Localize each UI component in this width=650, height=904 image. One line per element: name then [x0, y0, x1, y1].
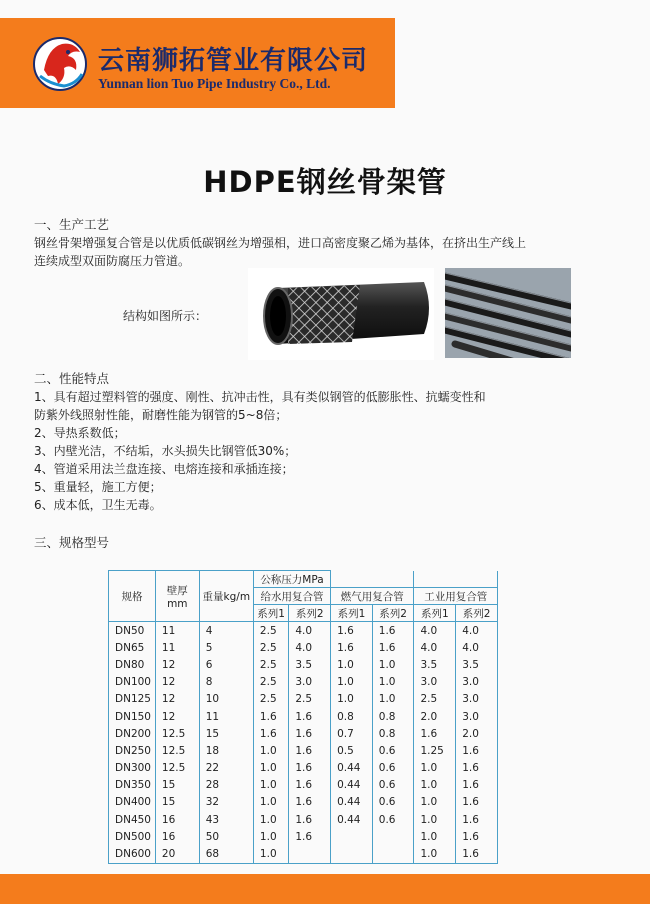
table-cell: 0.6: [372, 760, 414, 777]
series2-header: 系列2: [372, 605, 414, 622]
table-cell: 1.6: [289, 828, 331, 845]
table-row: [109, 674, 498, 691]
header-banner: [0, 18, 395, 108]
table-cell: 6: [199, 656, 253, 673]
feature-item: 2、导热系数低；: [34, 426, 126, 440]
table-cell: DN250: [109, 742, 156, 759]
table-cell: 1.25: [414, 742, 456, 759]
table-row: [109, 811, 498, 828]
table-cell: 0.6: [372, 811, 414, 828]
table-cell: 2.5: [289, 691, 331, 708]
table-cell: 1.6: [372, 639, 414, 656]
table-cell: 1.6: [456, 845, 498, 863]
table-cell: 1.6: [289, 811, 331, 828]
table-cell: 22: [199, 760, 253, 777]
group-industry-header: 工业用复合管: [414, 588, 498, 605]
table-cell: DN500: [109, 828, 156, 845]
table-cell: 1.6: [456, 760, 498, 777]
table-cell: 1.0: [372, 691, 414, 708]
group-gas-header: 燃气用复合管: [331, 588, 414, 605]
steel-wire-pipe-image: [248, 268, 434, 360]
table-cell: 1.0: [253, 845, 288, 863]
table-cell: 50: [199, 828, 253, 845]
table-cell: DN350: [109, 777, 156, 794]
table-cell: 1.0: [372, 656, 414, 673]
table-cell: 1.6: [456, 811, 498, 828]
table-header-row: [109, 571, 498, 588]
table-cell: 1.0: [253, 742, 288, 759]
table-row: [109, 777, 498, 794]
table-cell: 1.0: [414, 760, 456, 777]
feature-item: 4、管道采用法兰盘连接、电熔连接和承插连接；: [34, 462, 294, 476]
table-cell: 4: [199, 622, 253, 640]
table-cell: DN50: [109, 622, 156, 640]
table-cell: [331, 845, 373, 863]
table-row: [109, 639, 498, 656]
table-cell: 1.6: [331, 639, 373, 656]
table-cell: 1.0: [414, 828, 456, 845]
table-cell: 1.0: [331, 691, 373, 708]
table-cell: 4.0: [289, 639, 331, 656]
table-cell: 0.44: [331, 777, 373, 794]
table-cell: 1.6: [289, 725, 331, 742]
table-row: [109, 725, 498, 742]
table-cell: 4.0: [414, 622, 456, 640]
table-cell: 12.5: [155, 760, 199, 777]
table-cell: 43: [199, 811, 253, 828]
table-cell: 2.0: [414, 708, 456, 725]
table-cell: 1.0: [253, 760, 288, 777]
table-cell: DN125: [109, 691, 156, 708]
footer-band: [0, 874, 650, 904]
table-row: [109, 691, 498, 708]
section1-text: [34, 234, 614, 270]
section3-heading: 三、规格型号: [34, 535, 110, 550]
spec-table: [108, 570, 498, 864]
table-cell: 2.5: [253, 691, 288, 708]
table-cell: 2.5: [414, 691, 456, 708]
pipe-stack-image: [445, 268, 571, 358]
section1-heading: 一、生产工艺: [34, 217, 110, 232]
series1-header: 系列1: [253, 605, 288, 622]
table-cell: 0.6: [372, 742, 414, 759]
table-cell: DN80: [109, 656, 156, 673]
table-cell: 1.6: [414, 725, 456, 742]
table-cell: 2.5: [253, 622, 288, 640]
table-cell: 1.6: [456, 777, 498, 794]
table-cell: 1.6: [289, 794, 331, 811]
table-cell: 4.0: [289, 622, 331, 640]
table-cell: 0.7: [331, 725, 373, 742]
figure-caption: 结构如图所示：: [123, 309, 208, 323]
table-cell: 12.5: [155, 742, 199, 759]
table-cell: 2.5: [253, 674, 288, 691]
series2-header: 系列2: [289, 605, 331, 622]
table-cell: 1.6: [253, 725, 288, 742]
blank-header-cell: [331, 571, 414, 588]
table-cell: 3.0: [456, 674, 498, 691]
table-cell: DN150: [109, 708, 156, 725]
table-cell: [372, 828, 414, 845]
table-row: [109, 708, 498, 725]
table-row: [109, 828, 498, 845]
table-cell: 4.0: [456, 622, 498, 640]
table-cell: 1.6: [289, 742, 331, 759]
table-cell: 0.44: [331, 811, 373, 828]
table-cell: 1.6: [456, 794, 498, 811]
table-cell: 0.44: [331, 794, 373, 811]
table-cell: 0.6: [372, 794, 414, 811]
col-pressure-header: 公称压力MPa: [253, 571, 330, 588]
col-weight-header: 重量kg/m: [199, 571, 253, 622]
feature-item: 1、具有超过塑料管的强度、刚性、抗冲击性，具有类似钢管的低膨胀性、抗蠕变性和: [34, 390, 486, 404]
table-cell: 18: [199, 742, 253, 759]
table-cell: 0.8: [372, 708, 414, 725]
section2-heading: 二、性能特点: [34, 371, 110, 386]
blank-header-cell: [414, 571, 498, 588]
series2-header: 系列2: [456, 605, 498, 622]
table-cell: 1.6: [456, 828, 498, 845]
table-cell: 0.5: [331, 742, 373, 759]
table-cell: DN300: [109, 760, 156, 777]
section1-line: 连续成型双面防腐压力管道。: [34, 254, 191, 268]
table-cell: 1.0: [414, 794, 456, 811]
table-cell: 15: [155, 794, 199, 811]
table-cell: 16: [155, 828, 199, 845]
table-cell: [331, 828, 373, 845]
group-water-header: 给水用复合管: [253, 588, 330, 605]
table-cell: 3.0: [289, 674, 331, 691]
table-cell: [372, 845, 414, 863]
table-row: [109, 760, 498, 777]
table-cell: 11: [155, 622, 199, 640]
table-cell: 8: [199, 674, 253, 691]
table-row: [109, 622, 498, 640]
table-cell: 28: [199, 777, 253, 794]
table-cell: 1.0: [253, 794, 288, 811]
table-cell: 10: [199, 691, 253, 708]
table-cell: 1.0: [253, 828, 288, 845]
table-cell: 3.0: [456, 708, 498, 725]
table-cell: 0.44: [331, 760, 373, 777]
table-cell: 3.5: [289, 656, 331, 673]
table-cell: 1.0: [414, 811, 456, 828]
table-row: [109, 656, 498, 673]
table-cell: 3.5: [456, 656, 498, 673]
feature-item: 3、内壁光洁，不结垢，水头损失比钢管低30%；: [34, 444, 297, 458]
table-cell: 11: [155, 639, 199, 656]
table-cell: 12: [155, 691, 199, 708]
table-cell: 1.6: [253, 708, 288, 725]
section1-line: 钢丝骨架增强复合管是以优质低碳钢丝为增强相，进口高密度聚乙烯为基体，在挤出生产线上: [34, 236, 527, 250]
table-cell: 1.0: [414, 845, 456, 863]
lion-logo-icon: [30, 30, 90, 94]
table-cell: 3.5: [414, 656, 456, 673]
table-cell: DN200: [109, 725, 156, 742]
table-cell: 12: [155, 674, 199, 691]
table-cell: 1.6: [289, 777, 331, 794]
table-cell: DN400: [109, 794, 156, 811]
table-cell: 68: [199, 845, 253, 863]
table-cell: 2.0: [456, 725, 498, 742]
spec-table-body: [109, 622, 498, 864]
table-row: [109, 845, 498, 863]
table-cell: 0.8: [372, 725, 414, 742]
table-cell: 1.0: [253, 777, 288, 794]
table-cell: 4.0: [456, 639, 498, 656]
table-cell: 3.0: [456, 691, 498, 708]
table-cell: 15: [155, 777, 199, 794]
table-cell: 1.6: [456, 742, 498, 759]
table-cell: 1.6: [289, 708, 331, 725]
feature-item: 5、重量轻，施工方便；: [34, 480, 162, 494]
table-cell: DN100: [109, 674, 156, 691]
table-cell: DN600: [109, 845, 156, 863]
series1-header: 系列1: [414, 605, 456, 622]
series1-header: 系列1: [331, 605, 373, 622]
table-cell: [289, 845, 331, 863]
table-cell: 16: [155, 811, 199, 828]
table-cell: 11: [199, 708, 253, 725]
col-spec-header: 规格: [109, 571, 156, 622]
company-name-en: Yunnan lion Tuo Pipe Industry Co., Ltd.: [98, 76, 331, 91]
table-cell: 1.6: [289, 760, 331, 777]
section2-list: [34, 388, 614, 514]
table-cell: DN450: [109, 811, 156, 828]
col-wall-header: 壁厚mm: [155, 571, 199, 622]
table-cell: 5: [199, 639, 253, 656]
table-cell: 1.6: [372, 622, 414, 640]
table-cell: 0.8: [331, 708, 373, 725]
feature-item: 防紫外线照射性能，耐磨性能为钢管的5~8倍；: [34, 408, 288, 422]
table-cell: 3.0: [414, 674, 456, 691]
company-name-cn: 云南狮拓管业有限公司: [98, 46, 369, 76]
table-cell: 1.0: [414, 777, 456, 794]
feature-item: 6、成本低，卫生无毒。: [34, 498, 162, 512]
table-cell: 15: [199, 725, 253, 742]
table-cell: 2.5: [253, 656, 288, 673]
table-row: [109, 742, 498, 759]
table-cell: 12: [155, 708, 199, 725]
table-cell: 1.0: [331, 656, 373, 673]
table-cell: 32: [199, 794, 253, 811]
table-cell: 2.5: [253, 639, 288, 656]
table-cell: 1.6: [331, 622, 373, 640]
table-cell: 4.0: [414, 639, 456, 656]
table-cell: 20: [155, 845, 199, 863]
table-cell: 0.6: [372, 777, 414, 794]
table-cell: 12: [155, 656, 199, 673]
table-cell: 12.5: [155, 725, 199, 742]
table-cell: 1.0: [372, 674, 414, 691]
table-cell: 1.0: [253, 811, 288, 828]
table-cell: DN65: [109, 639, 156, 656]
table-cell: 1.0: [331, 674, 373, 691]
table-row: [109, 794, 498, 811]
page-title: HDPE钢丝骨架管: [203, 165, 447, 199]
